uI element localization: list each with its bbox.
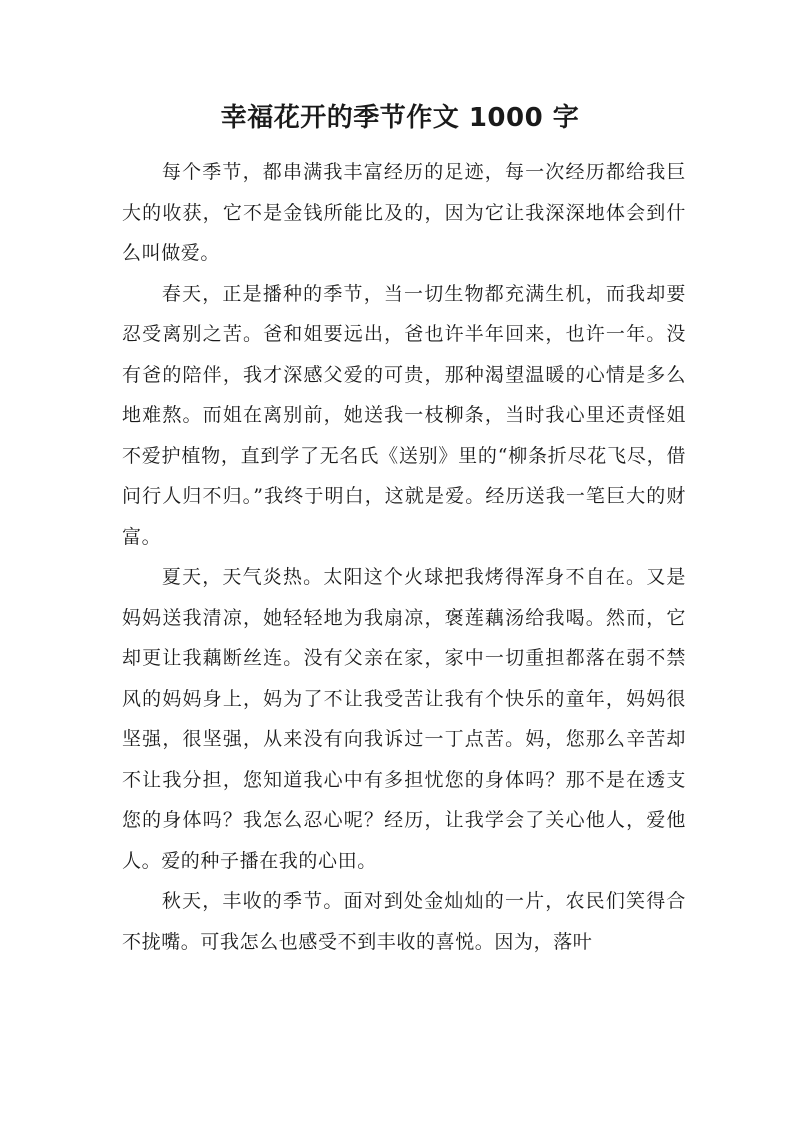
paragraph-1: 每个季节，都串满我丰富经历的足迹，每一次经历都给我巨大的收获，它不是金钱所能比及的，因为它让我深深地体会到什么叫做爱。 xyxy=(122,161,686,264)
paragraph-2: 春天，正是播种的季节，当一切生物都充满生机，而我却要忍受离别之苦。爸和姐要远出，爸也许半年回来，也许一年。没有爸的陪伴，我才深感父爱的可贵，那种渴望温暖的心情是多么地难熬。而姐在离别前，她送我一枝柳条，当时我心里还责怪姐不爱护植物，直到学了无名氏《送别》里的“柳条折尽花飞尽，借问行人归不归。”我终于明白，这就是爱。经历送我一笔巨大的财富。 xyxy=(122,282,686,548)
paragraph-4: 秋天，丰收的季节。面对到处金灿灿的一片，农民们笑得合不拢嘴。可我怎么也感受不到丰收的喜悦。因为，落叶 xyxy=(122,890,686,953)
document-title: 幸福花开的季节作文 1000 字 xyxy=(220,103,580,133)
paragraph-3: 夏天，天气炎热。太阳这个火球把我烤得浑身不自在。又是妈妈送我清凉，她轻轻地为我扇凉，褒莲藕汤给我喝。然而，它却更让我藕断丝连。没有父亲在家，家中一切重担都落在弱不禁风的妈妈身上，妈为了不让我受苦让我有个快乐的童年，妈妈很坚强，很坚强，从来没有向我诉过一丁点苦。妈，您那么辛苦却不让我分担，您知道我心中有多担忧您的身体吗？那不是在透支您的身体吗？我怎么忍心呢？经历，让我学会了关心他人，爱他人。爱的种子播在我的心田。 xyxy=(122,566,686,872)
document-body xyxy=(122,152,686,962)
